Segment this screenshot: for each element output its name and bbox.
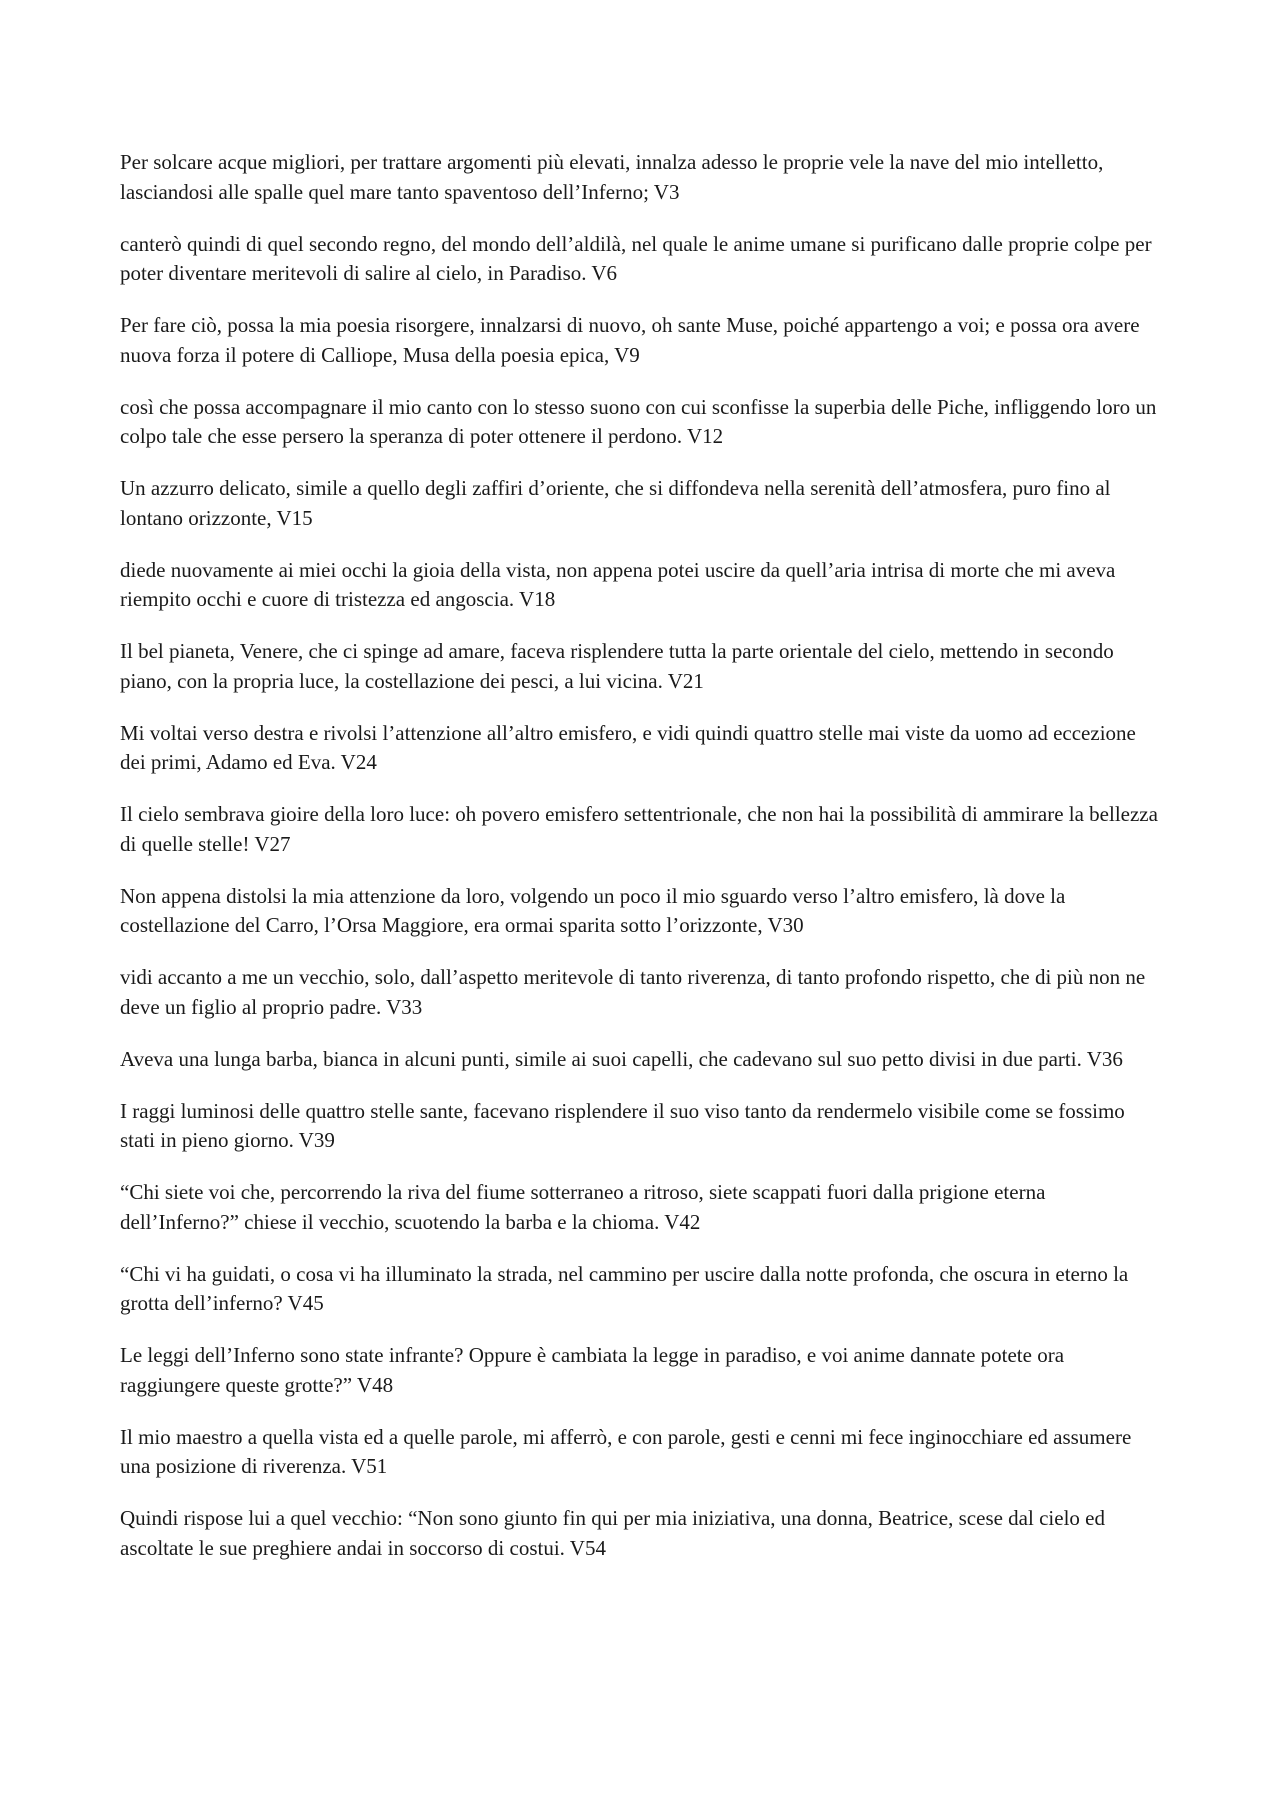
paragraph-v36: Aveva una lunga barba, bianca in alcuni punti, simile ai suoi capelli, che cadevano sul suo petto divisi in due parti. V36	[120, 1046, 1123, 1071]
paragraph-v24: Mi voltai verso destra e rivolsi l’attenzione all’altro emisfero, e vidi quindi quattro stelle mai viste da uomo ad eccezione dei primi, Adamo ed Eva. V24	[120, 720, 1136, 774]
paragraph-v9: Per fare ciò, possa la mia poesia risorgere, innalzarsi di nuovo, oh sante Muse, poiché appartengo a voi; e possa ora avere nuova forza il potere di Calliope, Musa della poesia epica, V9	[120, 313, 1140, 367]
paragraph-v18: diede nuovamente ai miei occhi la gioia della vista, non appena potei uscire da quell’aria intrisa di morte che mi aveva riempito occhi e cuore di tristezza ed angoscia. V18	[120, 557, 1116, 611]
paragraph-v21: Il bel pianeta, Venere, che ci spinge ad amare, faceva risplendere tutta la parte orientale del cielo, mettendo in secondo piano, con la propria luce, la costellazione dei pesci, a lui vicina. V21	[120, 639, 1114, 693]
paragraph-v51: Il mio maestro a quella vista ed a quelle parole, mi afferrò, e con parole, gesti e cenni mi fece inginocchiare ed assumere una posizione di riverenza. V51	[120, 1424, 1132, 1478]
paragraph-v33: vidi accanto a me un vecchio, solo, dall’aspetto meritevole di tanto riverenza, di tanto profondo rispetto, che di più non ne deve un figlio al proprio padre. V33	[120, 965, 1146, 1019]
paragraph-v48: Le leggi dell’Inferno sono state infrante? Oppure è cambiata la legge in paradiso, e voi anime dannate potete ora raggiungere queste grotte?” V48	[120, 1343, 1065, 1397]
paragraph-v39: I raggi luminosi delle quattro stelle sante, facevano risplendere il suo viso tanto da rendermelo visibile come se fossimo stati in pieno giorno. V39	[120, 1098, 1125, 1152]
paragraph-v30: Non appena distolsi la mia attenzione da loro, volgendo un poco il mio sguardo verso l’altro emisfero, là dove la costellazione del Carro, l’Orsa Maggiore, era ormai sparita sotto l’orizzonte, V30	[120, 883, 1066, 937]
paragraph-v27: Il cielo sembrava gioire della loro luce: oh povero emisfero settentrionale, che non hai la possibilità di ammirare la bellezza di quelle stelle! V27	[120, 802, 1158, 856]
paragraph-v45: “Chi vi ha guidati, o cosa vi ha illuminato la strada, nel cammino per uscire dalla notte profonda, che oscura in eterno la grotta dell’inferno? V45	[120, 1261, 1129, 1315]
paragraph-v54: Quindi rispose lui a quel vecchio: “Non sono giunto fin qui per mia iniziativa, una donna, Beatrice, scese dal cielo ed ascoltate le sue preghiere andai in soccorso di costui. V54	[120, 1506, 1105, 1560]
paragraph-v15: Un azzurro delicato, simile a quello degli zaffiri d’oriente, che si diffondeva nella serenità dell’atmosfera, puro fino al lontano orizzonte, V15	[120, 476, 1111, 530]
paragraph-v42: “Chi siete voi che, percorrendo la riva del fiume sotterraneo a ritroso, siete scappati fuori dalla prigione eterna dell’Inferno?” chiese il vecchio, scuotendo la barba e la chioma. V42	[120, 1180, 1046, 1234]
paragraph-v12: così che possa accompagnare il mio canto con lo stesso suono con cui sconfisse la superbia delle Piche, infliggendo loro un colpo tale che esse persero la speranza di poter ottenere il perdono. V12	[120, 394, 1157, 448]
paragraph-v6: canterò quindi di quel secondo regno, del mondo dell’aldilà, nel quale le anime umane si purificano dalle proprie colpe per poter diventare meritevoli di salire al cielo, in Paradiso. V6	[120, 231, 1152, 285]
text-column	[120, 148, 1162, 1586]
paragraph-v3: Per solcare acque migliori, per trattare argomenti più elevati, innalza adesso le proprie vele la nave del mio intelletto, lasciandosi alle spalle quel mare tanto spaventoso dell’Inferno; V3	[120, 150, 1104, 204]
